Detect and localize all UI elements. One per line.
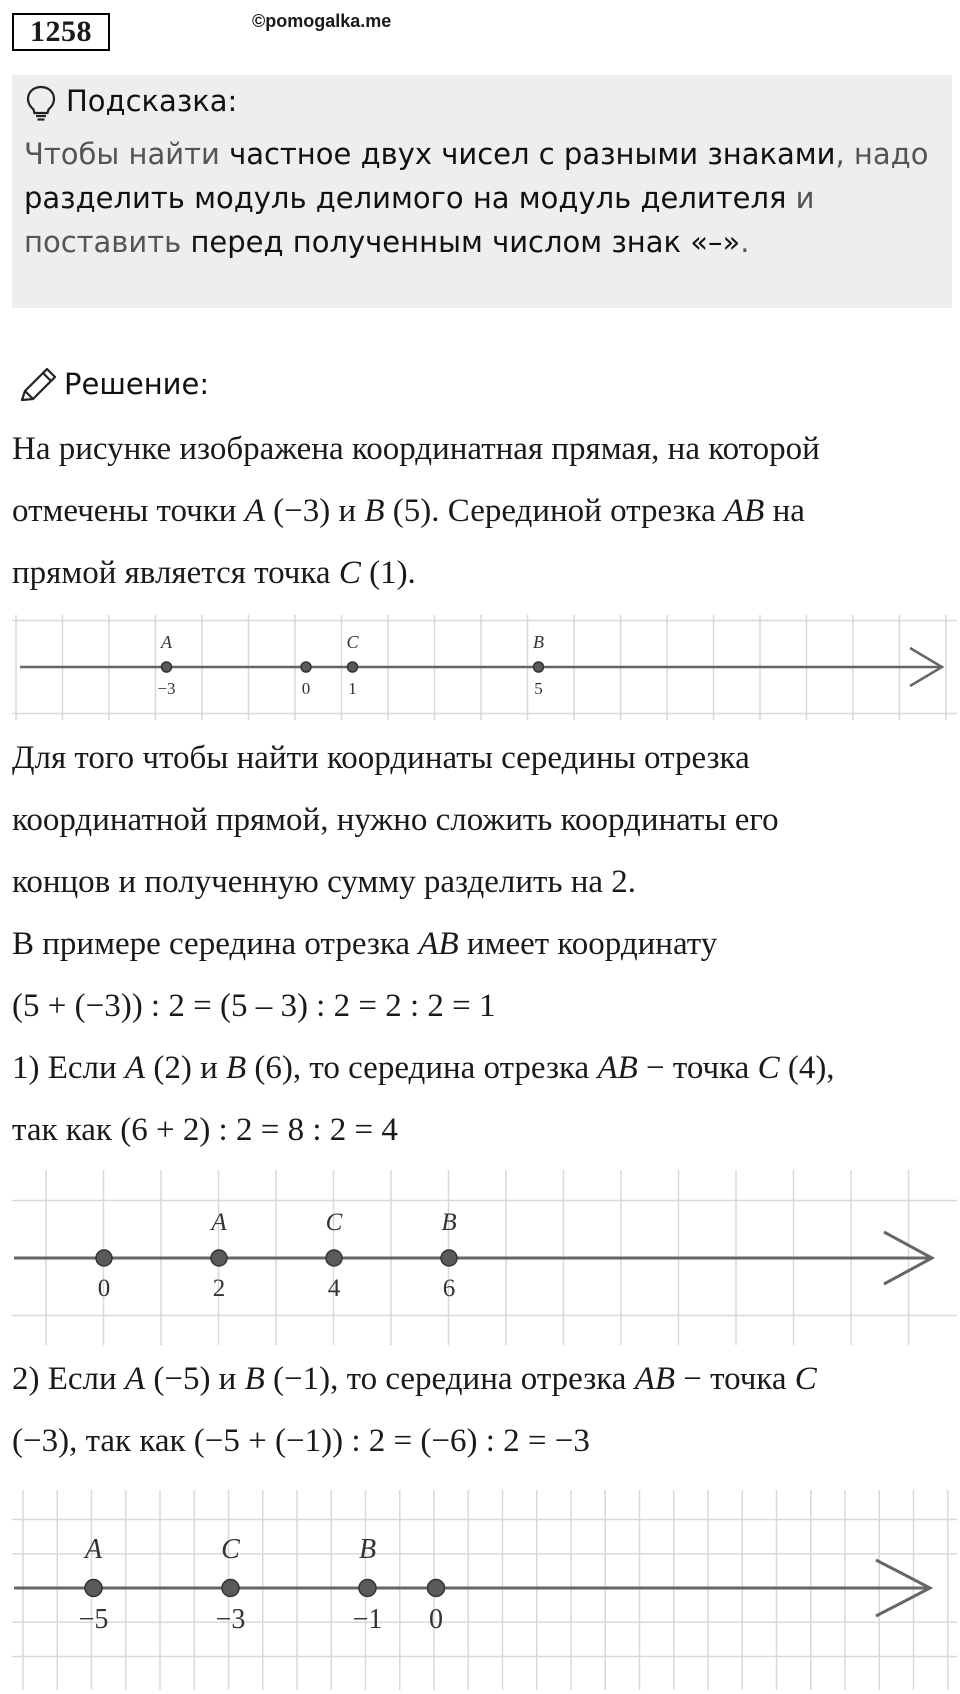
number-line-1	[12, 615, 957, 720]
point-letter: C	[221, 1534, 240, 1565]
tick-label: 5	[534, 679, 543, 698]
intro-line-3: прямой является точка C (1).	[12, 555, 416, 591]
rule-line-2: координатной прямой, нужно сложить координаты его	[12, 802, 779, 838]
point-A	[162, 662, 172, 672]
example-1-line-1: 1) Если A (2) и B (6), то середина отрезка AB − точка C (4),	[12, 1050, 835, 1086]
intro-line-1: На рисунке изображена координатная прямая, на которой	[12, 431, 820, 467]
task-number: 1258	[12, 13, 110, 51]
point-letter: B	[533, 632, 544, 652]
rule-line-5: (5 + (−3)) : 2 = (5 – 3) : 2 = 2 : 2 = 1	[12, 988, 496, 1024]
tick-label: 2	[212, 1275, 226, 1302]
point-B	[359, 1580, 376, 1597]
number-line-3	[12, 1490, 957, 1690]
tick-label: 0	[301, 679, 311, 698]
point-letter: A	[211, 1209, 227, 1236]
tick-label: 6	[442, 1275, 456, 1302]
point-origin	[428, 1580, 445, 1597]
points	[157, 632, 544, 698]
tick-label: −5	[78, 1604, 109, 1635]
hint-title: Подсказка:	[66, 84, 238, 118]
lightbulb-icon	[24, 84, 58, 122]
tick-label: 4	[327, 1275, 341, 1302]
tick-label: −3	[157, 679, 176, 698]
hint-text: Чтобы найти частное двух чисел с разными знаками, надо разделить модуль делимого на модуль делителя и поставить перед полученным числом знак «–».	[24, 137, 929, 259]
point-letter: A	[161, 632, 172, 652]
rule-line-4: В примере середина отрезка AB имеет координату	[12, 926, 718, 962]
example-2-line-2: (−3), так как (−5 + (−1)) : 2 = (−6) : 2 = −3	[12, 1423, 590, 1459]
point-letter: A	[84, 1534, 103, 1565]
tick-label: 0	[97, 1275, 111, 1302]
point-letter: C	[325, 1209, 343, 1236]
point-C	[222, 1580, 239, 1597]
tick-label: 1	[348, 679, 357, 698]
point-B	[441, 1250, 457, 1266]
point-A	[211, 1250, 227, 1266]
solution-title: Решение:	[64, 367, 210, 401]
intro-line-2: отмечены точки A (−3) и B (5). Серединой отрезка AB на	[12, 493, 805, 529]
point-origin	[96, 1250, 112, 1266]
point-letter: C	[346, 632, 359, 652]
rule-line-1: Для того чтобы найти координаты середины отрезка	[12, 740, 750, 776]
pencil-icon	[18, 366, 60, 404]
point-letter: B	[358, 1534, 377, 1565]
point-A	[85, 1580, 102, 1597]
rule-line-3: концов и полученную сумму разделить на 2.	[12, 864, 637, 900]
points	[79, 1534, 445, 1635]
tick-label: −3	[215, 1604, 246, 1635]
point-C	[348, 662, 358, 672]
number-line-2	[12, 1170, 957, 1345]
point-B	[534, 662, 544, 672]
tick-label: −1	[352, 1604, 383, 1635]
grid	[12, 1490, 957, 1690]
point-letter: B	[441, 1209, 457, 1236]
point-origin	[301, 662, 311, 672]
example-1-line-2: так как (6 + 2) : 2 = 8 : 2 = 4	[12, 1112, 398, 1148]
tick-label: 0	[429, 1604, 443, 1635]
point-C	[326, 1250, 342, 1266]
watermark: ©pomogalka.me	[252, 11, 392, 31]
example-2-line-1: 2) Если A (−5) и B (−1), то середина отрезка AB − точка C	[12, 1361, 817, 1397]
